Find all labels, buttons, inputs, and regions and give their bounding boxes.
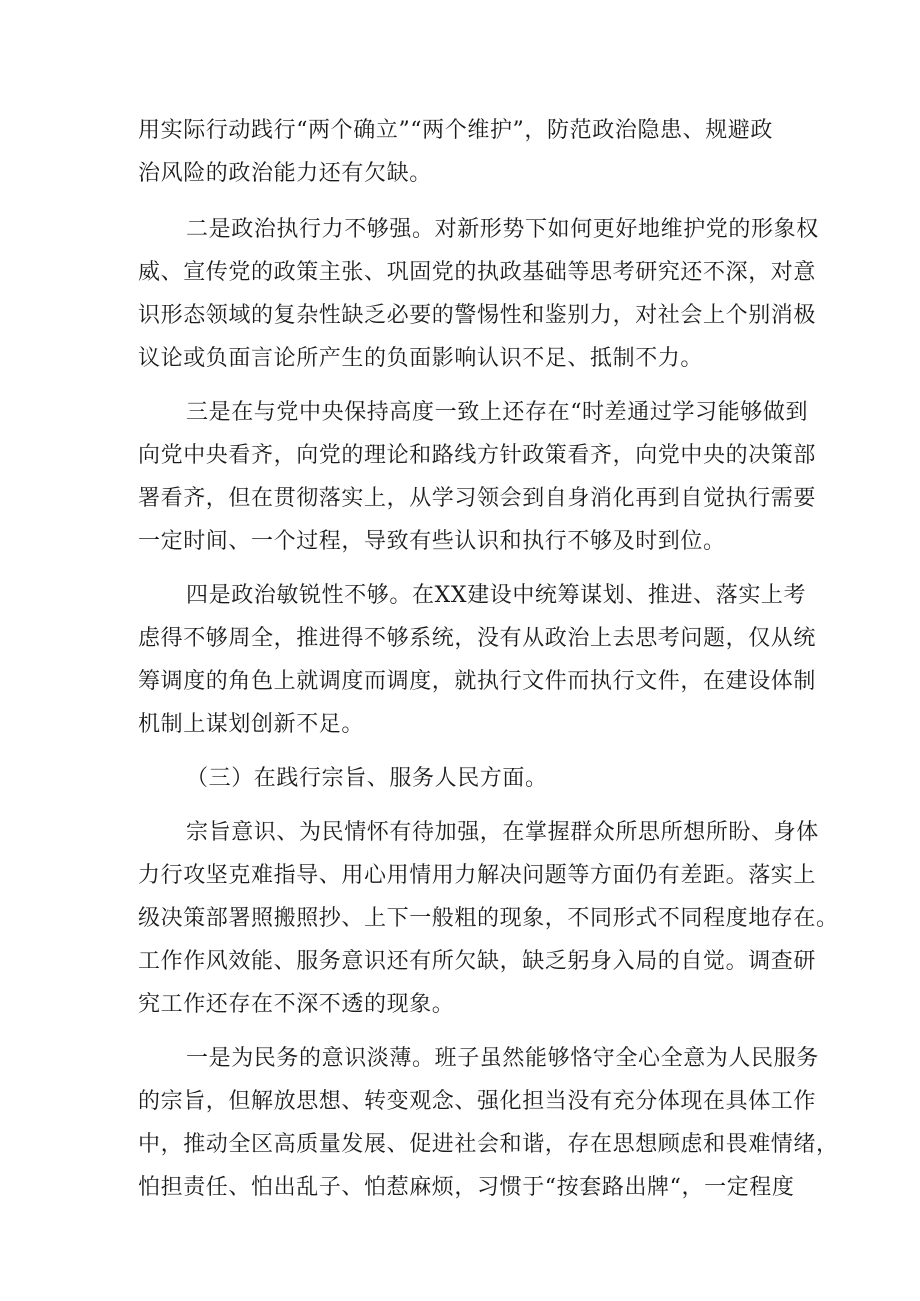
text-line: 一定时间、一个过程，导致有些认识和执行不够及时到位。 bbox=[138, 529, 726, 554]
text-line: 署看齐，但在贯彻落实上，从学习领会到自身消化再到自觉执行需要 bbox=[138, 486, 817, 511]
text-line: 议论或负面言论所产生的负面影响认识不足、抵制不力。 bbox=[138, 346, 704, 371]
text-line: 四是政治敏锐性不够。在XX建设中统筹谋划、推进、落实上考 bbox=[186, 583, 807, 608]
text-line: 威、宣传党的政策主张、巩固党的执政基础等思考研究还不深，对意 bbox=[138, 260, 817, 285]
text-line: 中，推动全区高质量发展、促进社会和谐，存在思想顾虑和畏难情绪， bbox=[138, 1132, 839, 1157]
text-line: 究工作还存在不深不透的现象。 bbox=[138, 992, 455, 1017]
text-line: 用实际行动践行“两个确立”“两个维护”，防范政治隐患、规避政 bbox=[138, 118, 773, 143]
text-line: 一是为民务的意识淡薄。班子虽然能够恪守全心全意为人民服务 bbox=[186, 1046, 819, 1071]
text-line: 宗旨意识、为民情怀有待加强，在掌握群众所思所想所盼、身体 bbox=[186, 820, 819, 845]
text-line: 识形态领域的复杂性缺乏必要的警惕性和鉴别力，对社会上个别消极 bbox=[138, 303, 817, 328]
text-line: 二是政治执行力不够强。对新形势下如何更好地维护党的形象权 bbox=[186, 217, 819, 242]
text-line: 级决策部署照搬照抄、上下一般粗的现象，不同形式不同程度地存在。 bbox=[138, 906, 839, 931]
text-line: 机制上谋划创新不足。 bbox=[138, 712, 365, 737]
text-line: 筹调度的角色上就调度而调度，就执行文件而执行文件，在建设体制 bbox=[138, 669, 817, 694]
text-line: 三是在与党中央保持高度一致上还存在“时差通过学习能够做到 bbox=[186, 400, 809, 425]
text-line: 怕担责任、怕出乱子、怕惹麻烦，习惯于“按套路出牌“，一定程度 bbox=[138, 1175, 795, 1200]
text-line: 工作作风效能、服务意识还有所欠缺，缺乏躬身入局的自觉。调查研 bbox=[138, 949, 817, 974]
text-line: 治风险的政治能力还有欠缺。 bbox=[138, 161, 432, 186]
text-line: 力行攻坚克难指导、用心用情用力解决问题等方面仍有差距。落实上 bbox=[138, 863, 817, 888]
text-line: 的宗旨，但解放思想、转变观念、强化担当没有充分体现在具体工作 bbox=[138, 1089, 817, 1114]
text-line: 虑得不够周全，推进得不够系统，没有从政治上去思考问题，仅从统 bbox=[138, 626, 817, 651]
text-line: 向党中央看齐，向党的理论和路线方针政策看齐，向党中央的决策部 bbox=[138, 443, 817, 468]
section-heading: （三）在践行宗旨、服务人民方面。 bbox=[186, 766, 548, 791]
